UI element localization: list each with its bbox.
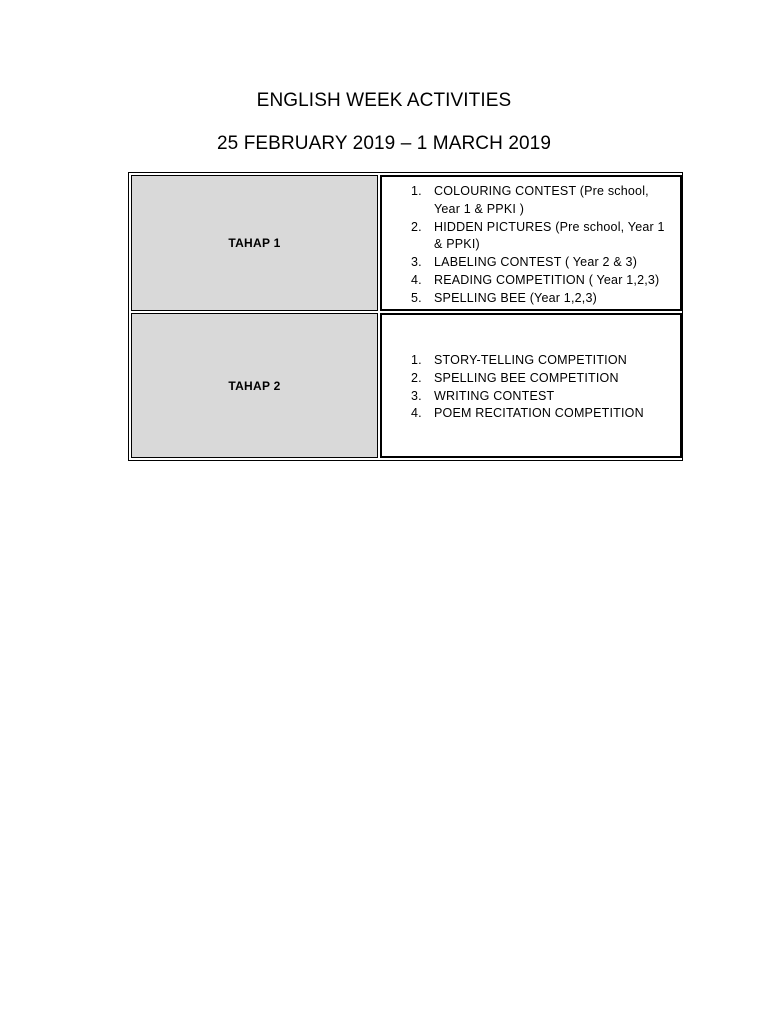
list-item <box>382 370 680 388</box>
table-row-tahap-1 <box>131 175 680 311</box>
item-text: SPELLING BEE (Year 1,2,3) <box>434 290 597 305</box>
item-text: POEM RECITATION COMPETITION <box>434 406 644 421</box>
item-number: 3. <box>411 255 422 270</box>
document-date-range: 25 FEBRUARY 2019 – 1 MARCH 2019 <box>216 133 551 154</box>
activities-cell <box>380 313 682 458</box>
document-title: ENGLISH WEEK ACTIVITIES <box>256 90 512 111</box>
list-item <box>382 254 680 272</box>
activities-table <box>128 172 683 461</box>
item-text: READING COMPETITION ( Year 1,2,3) <box>434 272 660 287</box>
item-text: LABELING CONTEST ( Year 2 & 3) <box>434 255 638 270</box>
item-number: 1. <box>411 353 422 367</box>
item-number: 5. <box>411 290 422 305</box>
item-text: WRITING CONTEST <box>434 388 555 403</box>
item-text: COLOURING CONTEST (Pre school, Year 1 & PPKI ) <box>434 184 649 216</box>
item-text: SPELLING BEE COMPETITION <box>434 370 619 385</box>
item-text: HIDDEN PICTURES (Pre school, Year 1 & PPKI) <box>434 219 665 252</box>
list-item <box>382 183 680 219</box>
table-row-tahap-2 <box>131 313 680 458</box>
list-item <box>382 290 680 308</box>
item-number: 1. <box>411 184 422 198</box>
list-item <box>382 272 680 290</box>
activity-list <box>382 352 680 423</box>
level-label: TAHAP 2 <box>228 378 281 393</box>
activity-list <box>382 183 680 308</box>
item-number: 2. <box>411 370 422 385</box>
item-number: 2. <box>411 219 422 234</box>
level-cell <box>131 175 378 311</box>
activities-cell <box>380 175 682 311</box>
list-item <box>382 388 680 406</box>
level-cell <box>131 313 378 458</box>
list-item <box>382 219 680 255</box>
item-number: 3. <box>411 388 422 403</box>
level-label: TAHAP 1 <box>228 236 281 250</box>
item-number: 4. <box>411 272 422 287</box>
item-text: STORY-TELLING COMPETITION <box>434 353 628 367</box>
list-item <box>382 405 680 423</box>
item-number: 4. <box>411 406 422 421</box>
list-item <box>382 352 680 370</box>
